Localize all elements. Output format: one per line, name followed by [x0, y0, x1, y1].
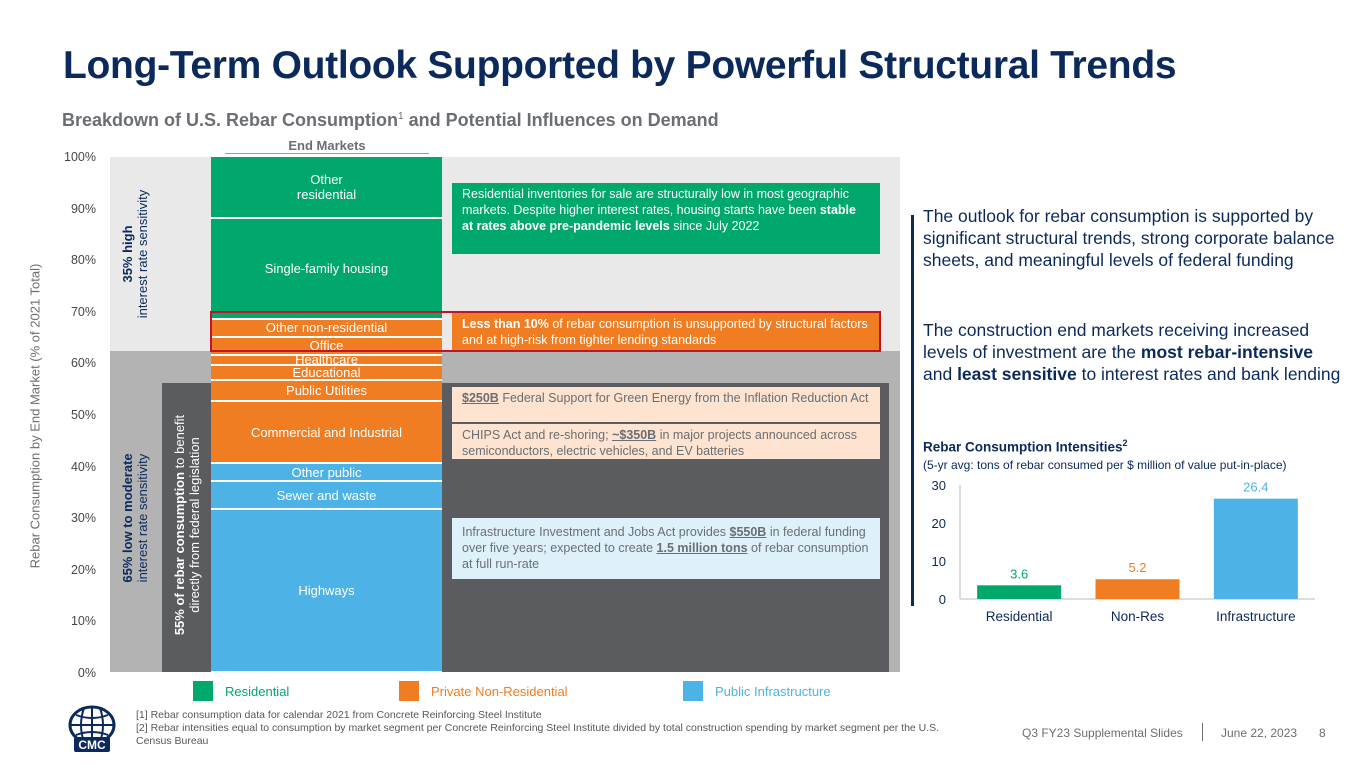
outlook-paragraph: The outlook for rebar consumption is supported by significant structural trends, strong corporate balance sheets, and meaningful levels of federal funding — [923, 206, 1335, 270]
cmc-logo — [64, 703, 120, 755]
intensity-category-label: Residential — [985, 609, 1053, 624]
intensity-y-tick: 30 — [931, 478, 946, 493]
deck-date: June 22, 2023 — [1221, 726, 1298, 740]
y-tick-label: 10% — [70, 614, 96, 629]
footnote-2: [2] Rebar intensities equal to consumption by market segment per Concrete Reinforcing Steel Institute divided by total construction spending by market segment per the U.S. Census Bureau — [136, 722, 940, 747]
chips-act-annotation: CHIPS Act and re-shoring; ~$350B in major projects announced across semiconductors, electric vehicles, and EV batteries — [452, 424, 880, 459]
y-axis-label: Rebar Consumption by End Market (% of 2021 Total) — [27, 263, 43, 568]
page-number: 8 — [1319, 726, 1326, 740]
bar-segment-educational: Educational — [211, 366, 442, 381]
y-tick-label: 40% — [70, 459, 96, 474]
legend-residential: Residential — [193, 681, 289, 701]
intensity-y-tick: 10 — [931, 554, 946, 569]
intensity-chart-subtitle: (5-yr avg: tons of rebar consumed per $ million of value put-in-place) — [923, 458, 1287, 472]
bar-segment-commercial-and-industrial: Commercial and Industrial — [211, 402, 442, 464]
low-sensitivity-label: 65% low to moderate interest rate sensitivity — [120, 453, 150, 583]
bar-segment-office: Office — [211, 338, 442, 356]
intensity-bar-infrastructure — [1214, 499, 1298, 599]
bar-segment-healthcare: Healthcare — [211, 356, 442, 366]
bar-segment-other-public: Other public — [211, 464, 442, 482]
x-axis-label-rule — [225, 153, 429, 154]
footer-separator — [1202, 723, 1203, 741]
intensity-y-tick: 20 — [931, 516, 946, 531]
bar-segment-other-non-residential: Other non-residential — [211, 320, 442, 338]
bar-segment-highways: Highways — [211, 510, 442, 673]
y-tick-label: 70% — [70, 304, 96, 319]
legend-private-nonres: Private Non-Residential — [399, 681, 568, 701]
legend-public-infra: Public Infrastructure — [683, 681, 831, 701]
legend-swatch — [399, 681, 419, 701]
residential-annotation: Residential inventories for sale are structurally low in most geographic markets. Despite higher interest rates, housing starts have been stable at rates above pre-pandemic levels since July 2022 — [452, 183, 880, 254]
bar-segment-single-family-housing: Single-family housing — [211, 219, 442, 320]
unsupported-annotation: Less than 10% of rebar consumption is unsupported by structural factors and at high-risk from tighter lending standards — [452, 313, 879, 350]
right-panel-rule — [911, 215, 914, 606]
intensity-value-label: 3.6 — [1010, 566, 1029, 582]
high-sensitivity-label: 35% high interest rate sensitivity — [120, 189, 150, 319]
intensity-bar-residential — [977, 585, 1061, 599]
bar-segment-public-utilities: Public Utilities — [211, 381, 442, 402]
x-axis-label: End Markets — [288, 138, 366, 153]
y-tick-label: 90% — [70, 201, 96, 216]
footnote-1: [1] Rebar consumption data for calendar 2021 from Concrete Reinforcing Steel Institute — [136, 709, 542, 721]
intensity-category-label: Non-Res — [1110, 609, 1165, 624]
bar-segment-sewer-and-waste: Sewer and waste — [211, 482, 442, 510]
intensity-chart-title: Rebar Consumption Intensities$^2$ — [923, 438, 1128, 455]
y-tick-label: 20% — [70, 562, 96, 577]
y-tick-label: 80% — [70, 253, 96, 268]
svg-text:CMC: CMC — [78, 738, 106, 752]
green-energy-annotation: $250B Federal Support for Green Energy from the Inflation Reduction Act — [452, 387, 880, 422]
end-markets-paragraph: The construction end markets receiving increased levels of investment are the most rebar-intensive and least sensitive to interest rates and bank lending — [923, 320, 1341, 384]
y-tick-label: 50% — [70, 408, 96, 422]
intensity-category-label: Infrastructure — [1216, 609, 1296, 624]
y-tick-label: 100% — [64, 150, 96, 164]
intensity-bar-non-res — [1096, 579, 1180, 599]
federal-legislation-label: 55% of rebar consumption to benefit directly from federal legislation — [172, 414, 202, 636]
intensity-y-tick: 0 — [938, 592, 946, 607]
legend-swatch — [193, 681, 213, 701]
deck-name: Q3 FY23 Supplemental Slides — [1022, 726, 1183, 740]
intensity-chart — [920, 475, 1340, 635]
legend-swatch — [683, 681, 703, 701]
intensity-value-label: 26.4 — [1243, 479, 1269, 495]
page-title: Long-Term Outlook Supported by Powerful Structural Trends — [63, 44, 1177, 87]
y-tick-label: 30% — [70, 511, 96, 526]
bar-segment-other-residential: Other residential — [211, 157, 442, 219]
page-subtitle: Breakdown of U.S. Rebar Consumption$^1$ and Potential Influences on Demand — [62, 110, 719, 130]
iija-annotation: Infrastructure Investment and Jobs Act provides $550B in federal funding over five years; expected to create 1.5 million tons of rebar consumption at full run-rate — [452, 518, 880, 579]
y-tick-label: 60% — [70, 356, 96, 371]
intensity-value-label: 5.2 — [1128, 560, 1147, 576]
y-tick-label: 0% — [77, 666, 96, 680]
footnotes — [136, 709, 956, 748]
